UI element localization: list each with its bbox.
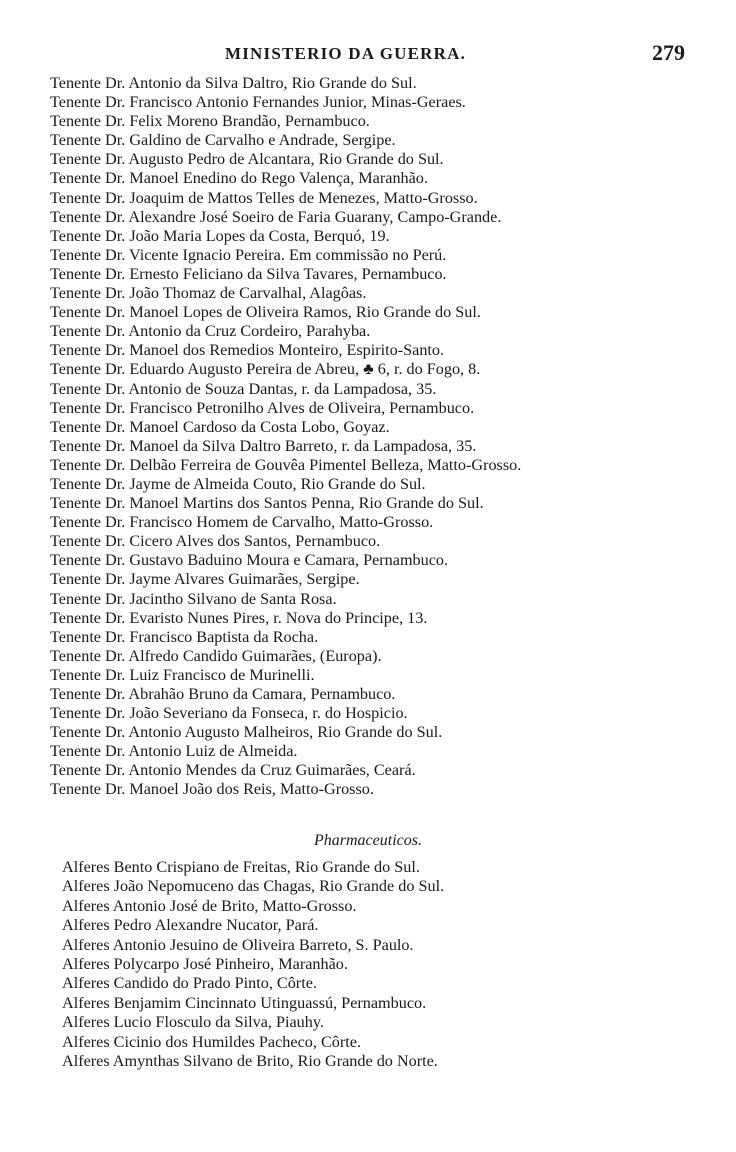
list-item: Tenente Dr. Alfredo Candido Guimarães, (Europa). (50, 646, 382, 665)
list-item: Tenente Dr. Delbão Ferreira de Gouvêa Pimentel Belleza, Matto-Grosso. (50, 455, 522, 474)
list-item: Tenente Dr. Manoel Martins dos Santos Penna, Rio Grande do Sul. (50, 494, 484, 513)
list-item: Alferes Pedro Alexandre Nucator, Pará. (62, 916, 319, 935)
list-item: Tenente Dr. João Thomaz de Carvalhal, Alagôas. (50, 284, 367, 303)
list-item: Alferes Antonio Jesuino de Oliveira Barreto, S. Paulo. (62, 935, 414, 954)
list-item: Tenente Dr. João Maria Lopes da Costa, Berquó, 19. (50, 226, 390, 245)
pharmaceuticos-list (62, 858, 702, 1071)
list-item: Tenente Dr. Antonio de Souza Dantas, r. da Lampadosa, 35. (50, 379, 437, 398)
list-item: Alferes Benjamim Cincinnato Utinguassú, Pernambuco. (62, 993, 427, 1012)
list-item: Alferes João Nepomuceno das Chagas, Rio Grande do Sul. (62, 877, 445, 896)
list-item: Alferes Amynthas Silvano de Brito, Rio Grande do Norte. (62, 1051, 438, 1070)
list-item: Alferes Candido do Prado Pinto, Côrte. (62, 974, 317, 993)
list-item: Tenente Dr. Manoel João dos Reis, Matto-Grosso. (50, 780, 374, 799)
list-item: Tenente Dr. Luiz Francisco de Murinelli. (50, 665, 315, 684)
list-item: Tenente Dr. Francisco Antonio Fernandes Junior, Minas-Geraes. (50, 93, 466, 112)
list-item: Tenente Dr. Galdino de Carvalho e Andrade, Sergipe. (50, 131, 396, 150)
list-item: Tenente Dr. Antonio Augusto Malheiros, Rio Grande do Sul. (50, 723, 443, 742)
running-title: MINISTERIO DA GUERRA. (225, 44, 467, 63)
list-item: Tenente Dr. Augusto Pedro de Alcantara, Rio Grande do Sul. (50, 150, 444, 169)
list-item: Tenente Dr. Francisco Petronilho Alves de Oliveira, Pernambuco. (50, 398, 475, 417)
list-item: Tenente Dr. Manoel dos Remedios Monteiro, Espirito-Santo. (50, 341, 445, 360)
list-item: Tenente Dr. Antonio da Cruz Cordeiro, Parahyba. (50, 322, 371, 341)
list-item: Tenente Dr. Gustavo Baduino Moura e Camara, Pernambuco. (50, 551, 449, 570)
list-item: Tenente Dr. Vicente Ignacio Pereira. Em commissão no Perú. (50, 245, 447, 264)
list-item: Alferes Antonio José de Brito, Matto-Grosso. (62, 896, 357, 915)
officer-list (50, 74, 710, 800)
list-item: Alferes Bento Crispiano de Freitas, Rio Grande do Sul. (62, 858, 420, 876)
list-item: Tenente Dr. Antonio Luiz de Almeida. (50, 742, 298, 761)
list-item: Tenente Dr. Abrahão Bruno da Camara, Pernambuco. (50, 685, 396, 703)
list-item: Tenente Dr. Joaquim de Mattos Telles de Menezes, Matto-Grosso. (50, 188, 478, 207)
list-item: Tenente Dr. Cicero Alves dos Santos, Pernambuco. (50, 532, 381, 551)
list-item: Tenente Dr. Francisco Homem de Carvalho, Matto-Grosso. (50, 513, 434, 532)
list-item: Alferes Cicinio dos Humildes Pacheco, Côrte. (62, 1032, 361, 1051)
list-item: Tenente Dr. Evaristo Nunes Pires, r. Nova do Principe, 13. (50, 608, 428, 627)
list-item: Tenente Dr. Jacintho Silvano de Santa Rosa. (50, 589, 337, 608)
page-number: 279 (652, 40, 685, 65)
list-item: Tenente Dr. Jayme Alvares Guimarães, Sergipe. (50, 570, 360, 589)
section-heading-pharmaceuticos: Pharmaceuticos. (314, 832, 422, 849)
list-item: Alferes Lucio Flosculo da Silva, Piauhy. (62, 1013, 324, 1032)
list-item: Tenente Dr. Antonio da Silva Daltro, Rio Grande do Sul. (50, 74, 417, 92)
list-item: Tenente Dr. Manoel Lopes de Oliveira Ramos, Rio Grande do Sul. (50, 303, 481, 322)
list-item: Tenente Dr. Manoel Cardoso da Costa Lobo, Goyaz. (50, 417, 390, 436)
list-item: Tenente Dr. Antonio Mendes da Cruz Guimarães, Ceará. (50, 761, 416, 780)
list-item: Tenente Dr. Felix Moreno Brandão, Pernambuco. (50, 112, 370, 131)
list-item: Tenente Dr. Eduardo Augusto Pereira de Abreu, ♣ 6, r. do Fogo, 8. (50, 360, 481, 379)
list-item: Tenente Dr. Manoel Enedino do Rego Valença, Maranhão. (50, 169, 428, 188)
list-item: Tenente Dr. Ernesto Feliciano da Silva Tavares, Pernambuco. (50, 264, 447, 283)
list-item: Tenente Dr. João Severiano da Fonseca, r. do Hospicio. (50, 704, 408, 723)
list-item: Alferes Polycarpo José Pinheiro, Maranhão. (62, 954, 348, 973)
list-item: Tenente Dr. Manoel da Silva Daltro Barreto, r. da Lampadosa, 35. (50, 436, 477, 455)
list-item: Tenente Dr. Alexandre José Soeiro de Faria Guarany, Campo-Grande. (50, 207, 502, 226)
list-item: Tenente Dr. Francisco Baptista da Rocha. (50, 627, 319, 646)
page-header (0, 40, 736, 70)
list-item: Tenente Dr. Jayme de Almeida Couto, Rio Grande do Sul. (50, 474, 426, 493)
